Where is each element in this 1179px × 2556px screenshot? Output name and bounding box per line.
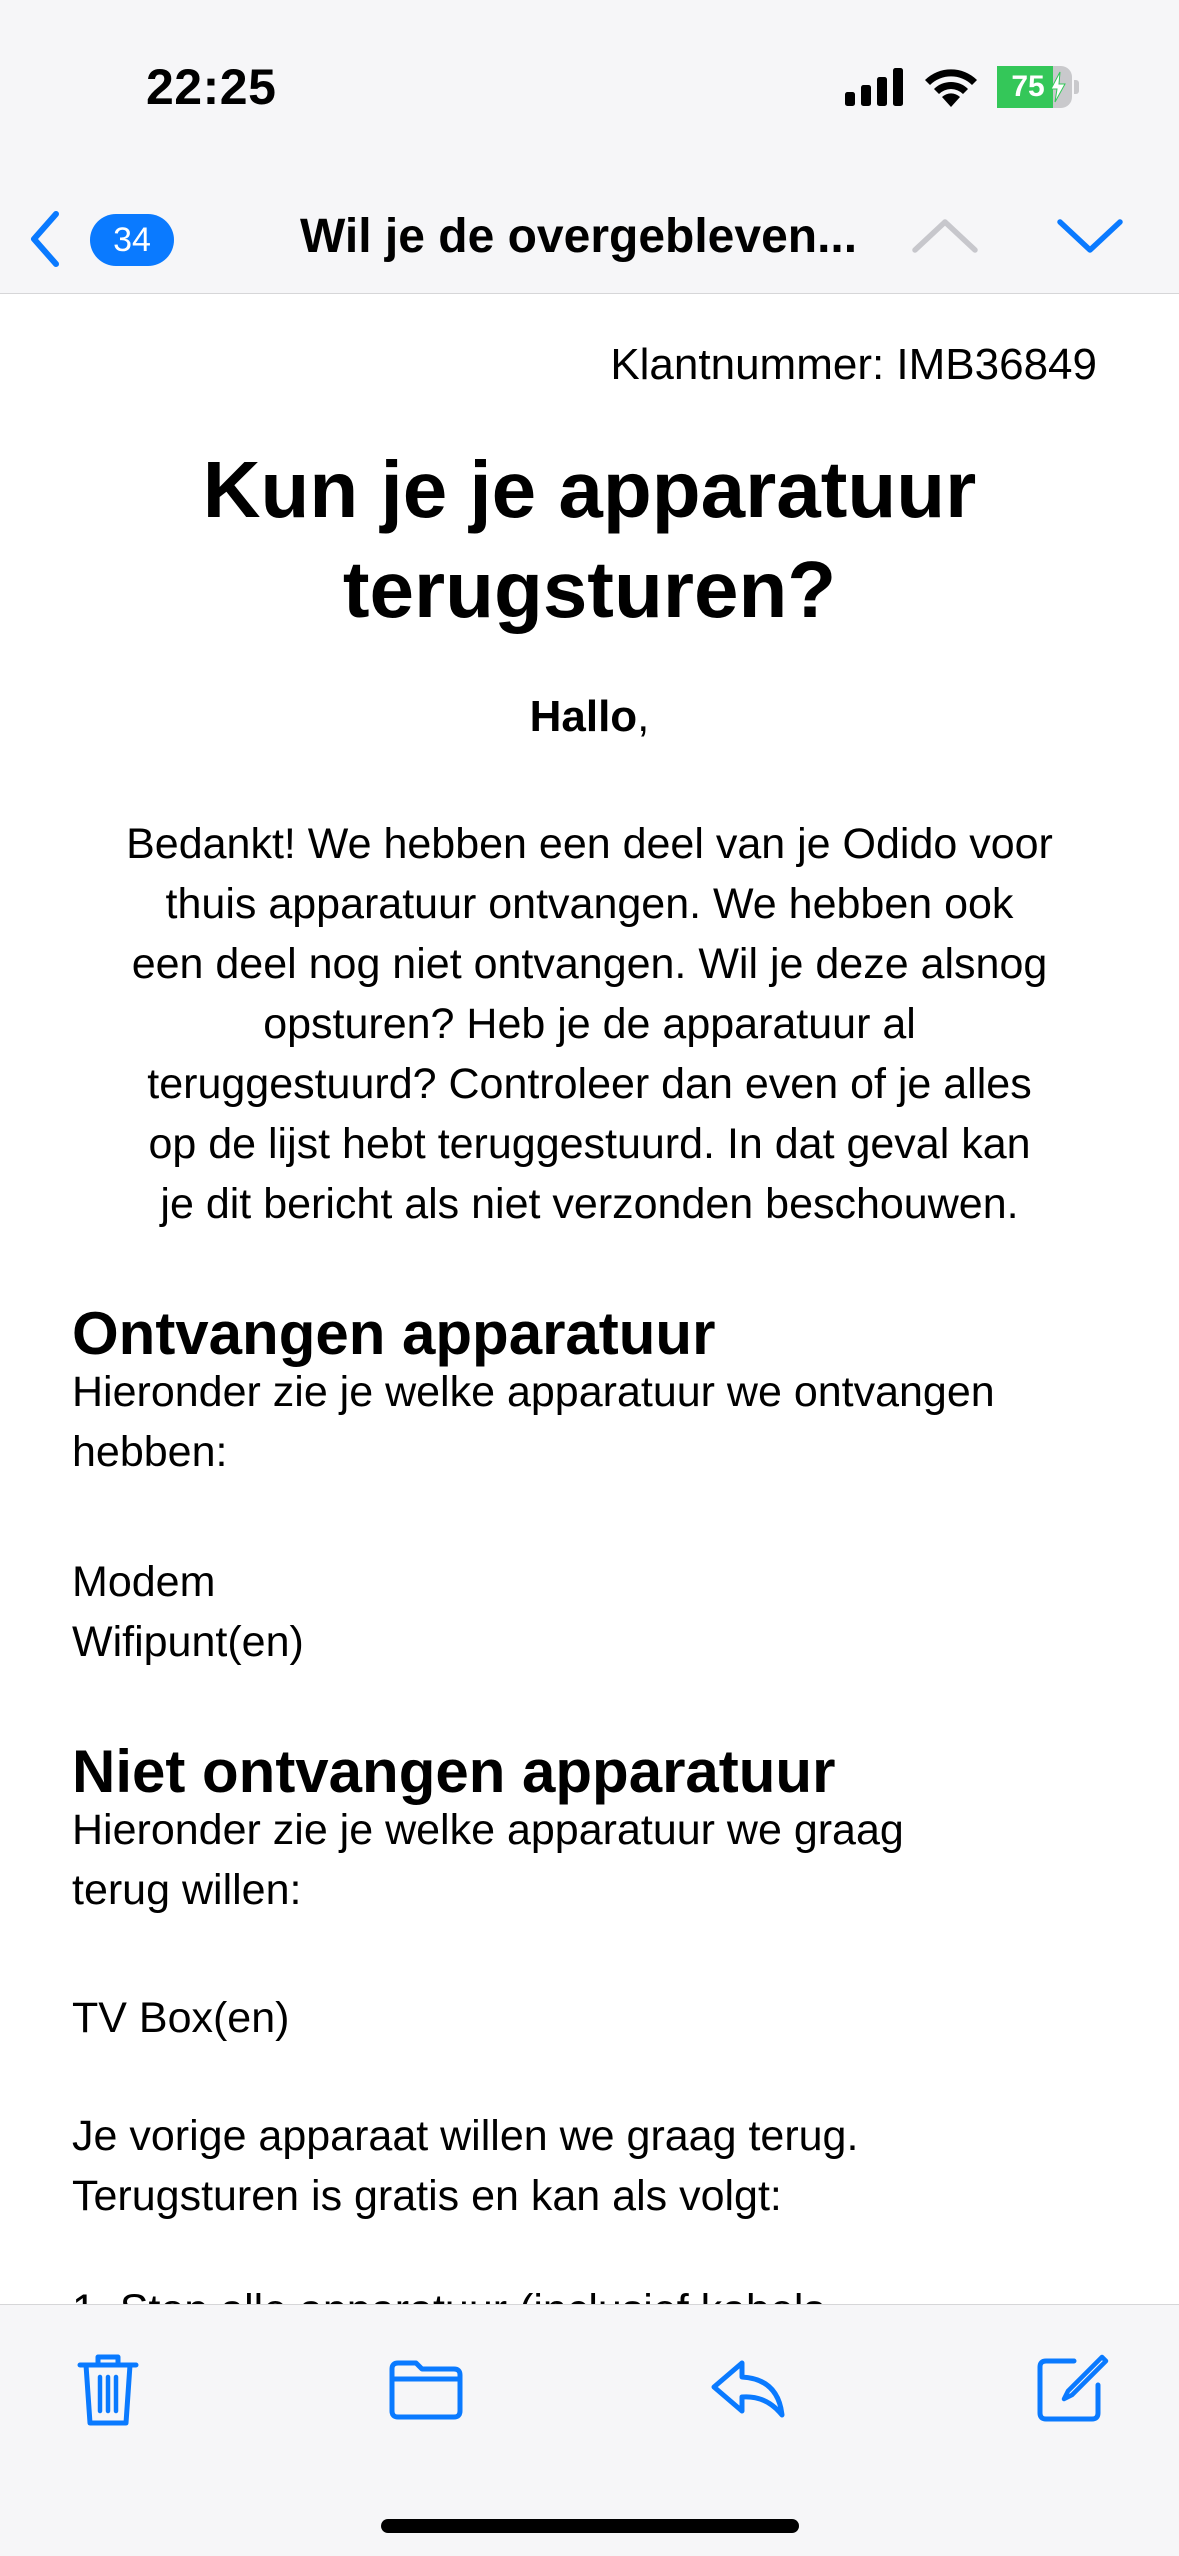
section-text-line: Je vorige apparaat willen we graag terug.	[72, 2112, 859, 2160]
email-heading-line: Kun je je apparatuur	[202, 445, 977, 534]
battery-cap	[1074, 80, 1079, 94]
greeting	[72, 690, 1107, 744]
greeting-name: Hallo	[529, 692, 638, 741]
chevron-left-icon	[28, 210, 62, 268]
wifi-icon	[922, 63, 980, 107]
charging-bolt-icon	[1049, 72, 1067, 102]
back-to-inbox-button[interactable]	[20, 196, 180, 276]
received-section-title: Ontvangen apparatuur	[72, 1300, 716, 1367]
intro-paragraph	[64, 814, 1115, 1234]
list-item: Modem	[72, 1558, 216, 1606]
previous-message-button[interactable]	[905, 206, 985, 266]
section-text-line: Hieronder zie je welke apparatuur we ontvangen	[72, 1368, 995, 1416]
email-heading	[72, 440, 1107, 640]
list-item: Wifipunt(en)	[72, 1618, 304, 1666]
not-received-items-list	[72, 1988, 1112, 2048]
intro-line: op de lijst hebt teruggestuurd. In dat geval kan	[148, 1120, 1031, 1168]
received-items-list	[72, 1552, 1112, 1672]
intro-line: je dit bericht als niet verzonden beschouwen.	[160, 1180, 1019, 1228]
message-toolbar	[0, 2304, 1179, 2556]
customer-number: Klantnummer: IMB36849	[610, 340, 1097, 389]
chevron-up-icon	[905, 206, 985, 266]
email-heading-line: terugsturen?	[342, 545, 837, 634]
cellular-signal-icon	[845, 68, 905, 106]
battery-indicator	[997, 66, 1079, 108]
folder-icon	[384, 2347, 468, 2431]
section-text-line: terug willen:	[72, 1866, 302, 1914]
received-section-text	[72, 1362, 1112, 1482]
intro-line: Bedankt! We hebben een deel van je Odido voor	[126, 820, 1053, 868]
intro-line: een deel nog niet ontvangen. Wil je deze alsnog	[131, 940, 1048, 988]
reply-icon	[706, 2347, 790, 2431]
chevron-down-icon	[1050, 206, 1130, 266]
compose-icon	[1028, 2347, 1112, 2431]
return-instructions-text	[72, 2106, 1112, 2226]
section-text-line: Terugsturen is gratis en kan als volgt:	[72, 2172, 782, 2220]
email-body[interactable]	[0, 294, 1179, 2304]
not-received-section-text	[72, 1800, 1112, 1920]
battery-percent: 75	[1011, 70, 1045, 103]
battery-body	[997, 66, 1072, 108]
greeting-punctuation: ,	[637, 692, 650, 741]
move-to-folder-button[interactable]	[384, 2347, 468, 2431]
not-received-section-title: Niet ontvangen apparatuur	[72, 1738, 836, 1805]
status-bar	[0, 0, 1179, 180]
list-item: TV Box(en)	[72, 1994, 290, 2042]
message-subject-title: Wil je de overgebleven...	[300, 210, 858, 263]
message-nav-bar	[0, 180, 1179, 294]
home-indicator[interactable]	[381, 2519, 799, 2533]
compose-button[interactable]	[1028, 2347, 1112, 2431]
trash-icon	[66, 2347, 150, 2431]
status-time: 22:25	[146, 59, 277, 115]
section-text-line: Hieronder zie je welke apparatuur we graag	[72, 1806, 904, 1854]
unread-count-badge: 34	[90, 214, 174, 266]
intro-line: thuis apparatuur ontvangen. We hebben ook	[165, 880, 1014, 928]
section-text-line: hebben:	[72, 1428, 228, 1476]
intro-line: teruggestuurd? Controleer dan even of je alles	[147, 1060, 1032, 1108]
intro-line: opsturen? Heb je de apparatuur al	[263, 1000, 916, 1048]
reply-button[interactable]	[706, 2347, 790, 2431]
delete-button[interactable]	[66, 2347, 150, 2431]
next-message-button[interactable]	[1050, 206, 1130, 266]
